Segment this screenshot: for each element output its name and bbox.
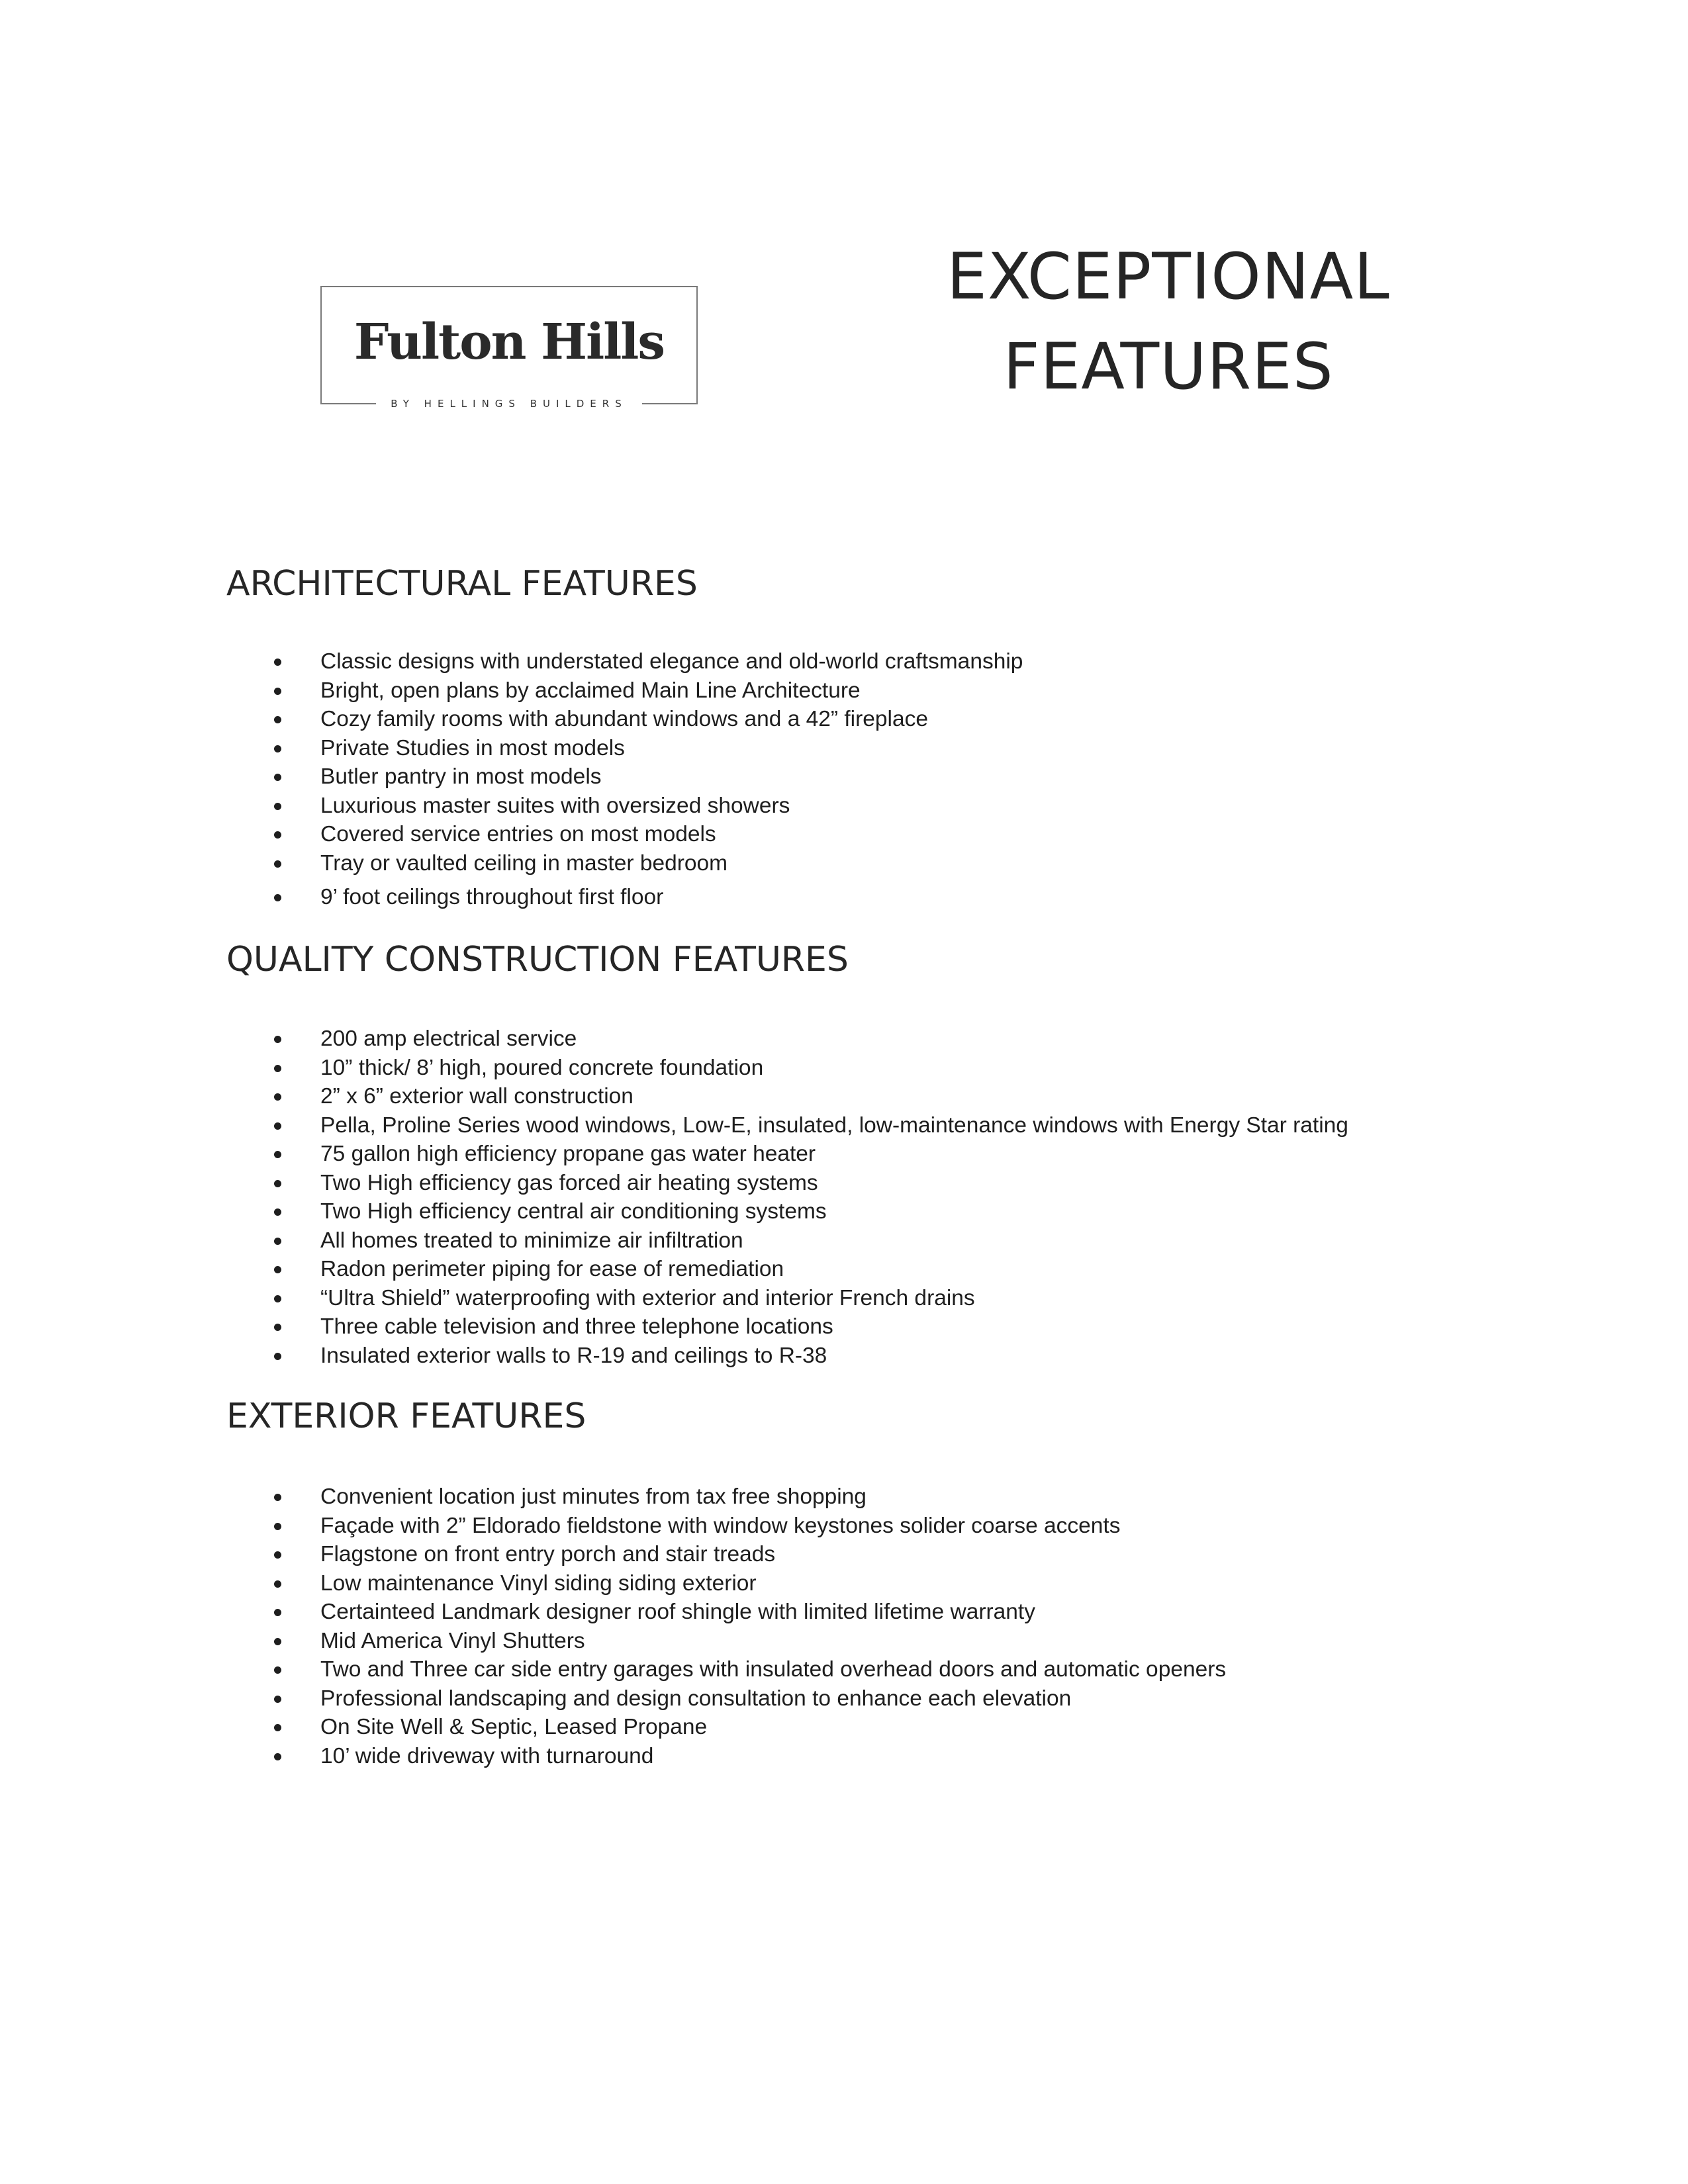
list-item: [271, 1569, 1226, 1598]
bullet-icon: [274, 1494, 281, 1501]
list-item: [271, 1713, 1226, 1742]
list-item: [271, 1111, 1348, 1140]
list-item-text: Façade with 2” Eldorado fieldstone with window keystones solider coarse accents: [320, 1513, 1121, 1538]
bullet-icon: [274, 1551, 281, 1559]
list-item-text: Tray or vaulted ceiling in master bedroom: [320, 850, 728, 876]
bullet-icon: [274, 1638, 281, 1645]
feature-list-exterior: [271, 1482, 1226, 1770]
bullet-icon: [274, 894, 281, 901]
logo-name: Fulton Hills: [353, 314, 665, 371]
list-item-text: Certainteed Landmark designer roof shingle with limited lifetime warranty: [320, 1600, 1035, 1624]
list-item: [271, 1197, 1348, 1226]
list-item: [271, 1512, 1226, 1541]
list-item-text: Two High efficiency central air conditioning systems: [320, 1199, 827, 1224]
list-item: [271, 1226, 1348, 1255]
list-item: [271, 647, 1023, 676]
list-item: [271, 1255, 1348, 1284]
logo-rule-left: [320, 403, 376, 404]
list-item-text: 10’ wide driveway with turnaround: [320, 1743, 654, 1768]
list-item-text: 9’ foot ceilings throughout first floor: [320, 885, 664, 909]
bullet-icon: [274, 1180, 281, 1187]
bullet-icon: [274, 831, 281, 839]
bullet-icon: [274, 1724, 281, 1731]
list-item: [271, 762, 1023, 792]
feature-list-quality-construction: [271, 1024, 1348, 1370]
list-item: [271, 1082, 1348, 1111]
list-item: [271, 1169, 1348, 1198]
list-item-text: Convenient location just minutes from tax free shopping: [320, 1484, 867, 1509]
list-item: [271, 1684, 1226, 1713]
bullet-icon: [274, 1266, 281, 1273]
logo-rule-right: [642, 403, 698, 404]
bullet-icon: [274, 1151, 281, 1158]
list-item: [271, 792, 1023, 821]
list-item-text: 2” x 6” exterior wall construction: [320, 1084, 633, 1109]
page-title-line-1: EXCEPTIONAL: [947, 240, 1390, 314]
bullet-icon: [274, 716, 281, 723]
list-item-text: Classic designs with understated elegance and old-world craftsmanship: [320, 649, 1023, 674]
bullet-icon: [274, 1295, 281, 1302]
bullet-icon: [274, 1353, 281, 1360]
list-item-text: 200 amp electrical service: [320, 1026, 577, 1051]
list-item-text: Private Studies in most models: [320, 735, 625, 760]
bullet-icon: [274, 659, 281, 666]
bullet-icon: [274, 1753, 281, 1760]
list-item: [271, 1655, 1226, 1684]
list-item: [271, 1284, 1348, 1313]
list-item-text: Radon perimeter piping for ease of remediation: [320, 1257, 784, 1281]
list-item: [271, 1140, 1348, 1169]
feature-list-architectural: [271, 647, 1023, 912]
bullet-icon: [274, 1208, 281, 1216]
bullet-icon: [274, 860, 281, 868]
list-item: [271, 1054, 1348, 1083]
bullet-icon: [274, 1609, 281, 1616]
list-item-text: Luxurious master suites with oversized showers: [320, 793, 790, 818]
list-item: [271, 1742, 1226, 1771]
list-item-text: Butler pantry in most models: [320, 764, 602, 789]
bullet-icon: [274, 1093, 281, 1101]
bullet-icon: [274, 1324, 281, 1331]
list-item-text: On Site Well & Septic, Leased Propane: [320, 1715, 708, 1739]
bullet-icon: [274, 774, 281, 781]
logo-tagline: BY HELLINGS BUILDERS: [391, 398, 628, 410]
list-item-text: Cozy family rooms with abundant windows and a 42” fireplace: [320, 707, 928, 731]
list-item-text: Bright, open plans by acclaimed Main Line Architecture: [320, 678, 861, 703]
section-heading-quality-construction: QUALITY CONSTRUCTION FEATURES: [226, 940, 849, 979]
bullet-icon: [274, 1580, 281, 1588]
section-heading-exterior: EXTERIOR FEATURES: [226, 1396, 586, 1436]
list-item-text: Three cable television and three telephone locations: [320, 1314, 833, 1339]
list-item-text: Professional landscaping and design consultation to enhance each elevation: [320, 1686, 1072, 1711]
list-item-text: 75 gallon high efficiency propane gas water heater: [320, 1142, 816, 1166]
list-item: [271, 849, 1023, 878]
bullet-icon: [274, 1523, 281, 1530]
bullet-icon: [274, 688, 281, 695]
list-item-text: Two and Three car side entry garages with insulated overhead doors and automatic openers: [320, 1657, 1227, 1682]
page-title: [914, 232, 1423, 412]
bullet-icon: [274, 745, 281, 752]
list-item: [271, 734, 1023, 763]
list-item-text: Low maintenance Vinyl siding siding exterior: [320, 1570, 757, 1596]
bullet-icon: [274, 1666, 281, 1674]
logo-tagline-row: [320, 394, 698, 413]
list-item: [271, 676, 1023, 705]
list-item-text: “Ultra Shield” waterproofing with exterior and interior French drains: [320, 1285, 975, 1310]
list-item: [271, 1312, 1348, 1342]
list-item: [271, 1627, 1226, 1656]
bullet-icon: [274, 1065, 281, 1072]
list-item: [271, 1482, 1226, 1512]
bullet-icon: [274, 803, 281, 810]
list-item-text: Insulated exterior walls to R-19 and ceilings to R-38: [320, 1343, 827, 1368]
list-item: [271, 1024, 1348, 1054]
section-heading-architectural: ARCHITECTURAL FEATURES: [226, 564, 698, 604]
list-item: [271, 883, 1023, 912]
list-item-text: Flagstone on front entry porch and stair treads: [320, 1542, 776, 1567]
list-item: [271, 1598, 1226, 1627]
bullet-icon: [274, 1238, 281, 1245]
list-item: [271, 705, 1023, 734]
page-title-line-2: FEATURES: [1003, 330, 1334, 404]
list-item-text: Two High efficiency gas forced air heating systems: [320, 1170, 818, 1195]
bullet-icon: [274, 1696, 281, 1703]
list-item-text: 10” thick/ 8’ high, poured concrete foundation: [320, 1055, 764, 1080]
bullet-icon: [274, 1122, 281, 1130]
list-item: [271, 1540, 1226, 1569]
list-item: [271, 820, 1023, 849]
list-item-text: All homes treated to minimize air infiltration: [320, 1228, 743, 1253]
bullet-icon: [274, 1036, 281, 1043]
list-item-text: Covered service entries on most models: [320, 822, 716, 846]
logo: [320, 286, 698, 410]
list-item: [271, 1342, 1348, 1371]
list-item-text: Mid America Vinyl Shutters: [320, 1628, 585, 1653]
list-item-text: Pella, Proline Series wood windows, Low-E, insulated, low-maintenance windows with Energy Star rating: [320, 1113, 1348, 1138]
